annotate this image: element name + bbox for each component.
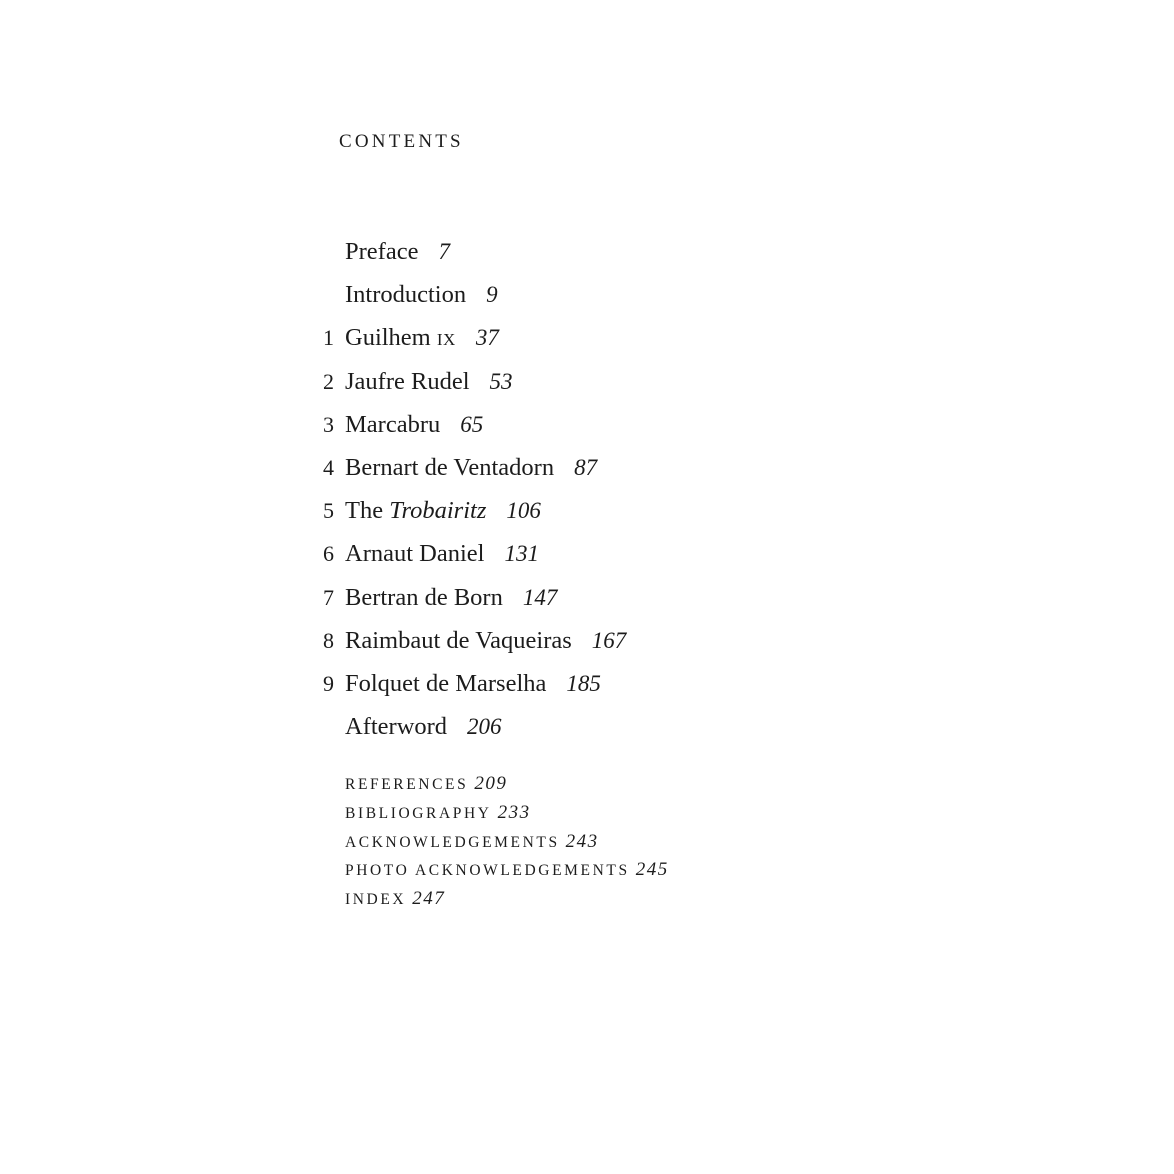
chapter-title <box>345 532 539 575</box>
chapter-number: 4 <box>323 454 334 480</box>
back-matter-bibliography <box>345 799 669 828</box>
chapter-number: 7 <box>323 584 334 610</box>
chapter-title <box>345 662 601 705</box>
chapter-number: 1 <box>323 325 334 351</box>
chapter-title <box>345 403 483 446</box>
chapter-title <box>345 489 541 532</box>
back-matter-list <box>345 770 669 914</box>
chapter-title-text: Guilhem <box>345 324 431 352</box>
back-matter-references <box>345 770 669 799</box>
chapter-title <box>345 273 498 316</box>
chapter-number: 2 <box>323 368 334 394</box>
chapter-number: 6 <box>323 541 334 567</box>
page-number: 37 <box>475 325 499 351</box>
chapter-title-text: Marcabru <box>345 410 441 438</box>
back-matter-title: INDEX <box>345 891 407 909</box>
contents-heading: CONTENTS <box>339 131 464 152</box>
page-number: 247 <box>412 888 446 910</box>
page-number: 87 <box>574 454 598 480</box>
back-matter-title: ACKNOWLEDGEMENTS <box>345 833 560 851</box>
back-matter-title: BIBLIOGRAPHY <box>345 804 492 822</box>
back-matter-title: REFERENCES <box>345 776 469 793</box>
page-number: 167 <box>591 627 627 653</box>
chapter-title <box>345 316 499 361</box>
back-matter-index <box>345 885 669 914</box>
page-number: 53 <box>489 368 513 394</box>
page-number: 245 <box>635 859 669 881</box>
chapter-title <box>345 360 513 403</box>
page-number: 7 <box>438 239 450 264</box>
chapter-number: 5 <box>323 498 334 524</box>
chapter-title-italic: Trobairitz <box>389 497 487 525</box>
chapter-title <box>345 230 450 273</box>
chapter-number: 8 <box>323 627 334 653</box>
back-matter-photo-acknowledgements <box>345 856 669 885</box>
chapter-title-text: The <box>345 497 384 525</box>
chapter-title <box>345 446 597 489</box>
chapter-title-text: Bernart de Ventadorn <box>345 453 555 481</box>
chapter-title-text: Bertran de Born <box>345 583 503 611</box>
chapter-title-text: Jaufre Rudel <box>345 367 470 395</box>
back-matter-title: PHOTO ACKNOWLEDGEMENTS <box>345 862 630 880</box>
page-number: 233 <box>497 801 531 823</box>
page-number: 9 <box>486 282 498 308</box>
chapter-title-text: Preface <box>345 238 419 265</box>
back-matter-acknowledgements <box>345 828 669 857</box>
page-number: 65 <box>460 411 484 437</box>
chapter-title <box>345 619 626 662</box>
page-number: 106 <box>506 498 541 524</box>
chapter-title-text: Folquet de Marselha <box>345 669 547 697</box>
chapter-title-text: Arnaut Daniel <box>345 540 485 568</box>
page-number: 206 <box>467 714 502 740</box>
chapter-title-text: Introduction <box>345 281 467 309</box>
page-number: 243 <box>565 830 599 852</box>
chapter-title <box>345 705 502 748</box>
page-number: 209 <box>474 773 508 794</box>
chapter-number: 9 <box>323 670 334 696</box>
page-number: 147 <box>522 584 558 610</box>
chapter-title-text: Raimbaut de Vaqueiras <box>345 626 572 654</box>
page-number: 131 <box>504 541 539 567</box>
chapter-title <box>345 576 557 619</box>
chapter-number: 3 <box>323 411 334 437</box>
regnal-numeral: IX <box>436 330 456 350</box>
page-number: 185 <box>566 670 601 696</box>
chapter-title-text: Afterword <box>345 713 448 741</box>
